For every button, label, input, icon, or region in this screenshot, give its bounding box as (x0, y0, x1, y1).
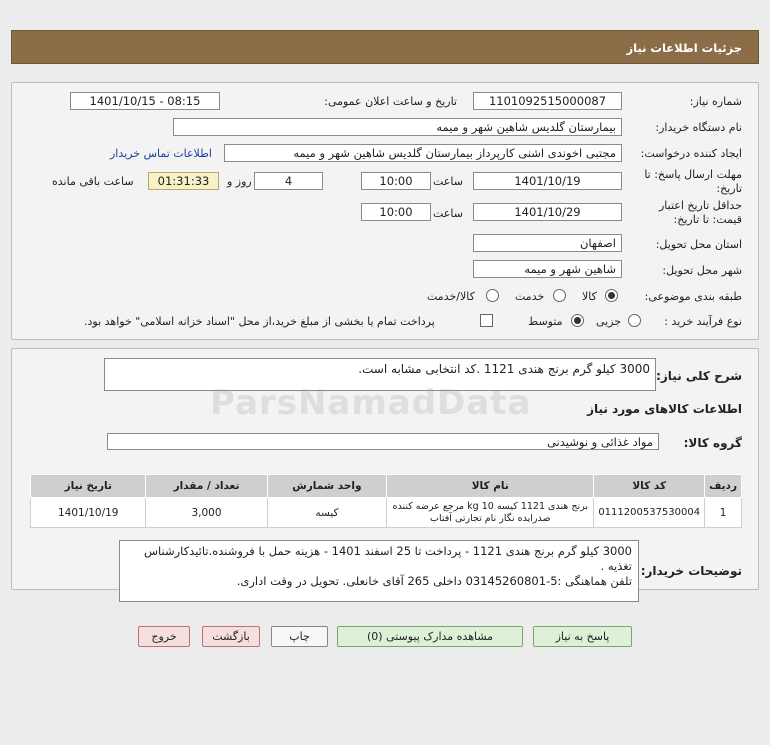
category-service-label: خدمت (515, 290, 545, 303)
remaining-time-label: ساعت باقی مانده (52, 175, 134, 188)
table-row (31, 498, 742, 528)
remaining-time-counter: 01:31:33 (148, 172, 219, 190)
reply-deadline-label: مهلت ارسال پاسخ: تا تاریخ: (644, 168, 742, 195)
cell-code: 0111200537530004 (594, 498, 705, 528)
need-number-field: 1101092515000087 (473, 92, 622, 110)
process-radio-minor[interactable] (628, 314, 641, 327)
category-radio-goods[interactable] (605, 289, 618, 302)
buyer-org-field: بیمارستان گلدیس شاهین شهر و میمه (173, 118, 622, 136)
goods-section-title: اطلاعات کالاهای مورد نیاز (587, 402, 742, 416)
goods-group-label: گروه کالا: (683, 436, 742, 450)
page-header (11, 30, 759, 64)
treasury-payment-checkbox[interactable] (480, 314, 493, 327)
back-button[interactable]: بازگشت (202, 626, 260, 647)
goods-table-header (31, 475, 742, 498)
buyer-contact-link[interactable]: اطلاعات تماس خریدار (110, 147, 212, 160)
delivery-province-field: اصفهان (473, 234, 622, 252)
validity-time-field: 10:00 (361, 203, 431, 221)
reply-button[interactable]: پاسخ به نیاز (533, 626, 632, 647)
col-unit: واحد شمارش (267, 475, 387, 498)
col-date: تاریخ نیاز (31, 475, 146, 498)
reply-date-field: 1401/10/19 (473, 172, 622, 190)
cell-name: برنج هندی 1121 کیسه 10 kg مرجع عرضه کننده صدرایده نگار نام تجارتی آفتاب (387, 498, 594, 528)
process-type-label: نوع فرآیند خرید : (664, 315, 742, 328)
delivery-city-label: شهر محل تحویل: (662, 264, 742, 277)
cell-date: 1401/10/19 (31, 498, 146, 528)
buyer-notes-line-2: تلفن هماهنگی :5-03145260801 داخلی 265 آقای خانعلی. تحویل در وقت اداری. (236, 574, 632, 588)
reply-time-label: ساعت (433, 175, 463, 188)
buyer-notes-line-1: 3000 کیلو گرم برنج هندی 1121 - پرداخت تا 25 اسفند 1401 - هزینه حمل با فروشنده.تائیدکارشناس تغذیه . (143, 544, 632, 573)
treasury-payment-note: پرداخت تمام یا بخشی از مبلغ خرید،از محل "اسناد خزانه اسلامی" خواهد بود. (84, 315, 435, 328)
days-label: روز و (227, 175, 252, 188)
category-radio-goods-service[interactable] (486, 289, 499, 302)
watermark: ParsNamadData (210, 383, 532, 423)
page-title: جزئیات اطلاعات نیاز (626, 41, 742, 55)
need-summary-field: 3000 کیلو گرم برنج هندی 1121 .کد انتخابی مشابه است. (104, 358, 656, 391)
validity-time-label: ساعت (433, 207, 463, 220)
delivery-city-field: شاهین شهر و میمه (473, 260, 622, 278)
process-minor-label: جزیی (596, 315, 622, 328)
validity-date-field: 1401/10/29 (473, 203, 622, 221)
goods-table (30, 474, 742, 528)
need-number-label: شماره نیاز: (689, 95, 742, 108)
col-code: کد کالا (594, 475, 705, 498)
category-goods-label: کالا (582, 290, 597, 303)
col-name: نام کالا (387, 475, 594, 498)
cell-row: 1 (705, 498, 742, 528)
announce-datetime-field: 1401/10/15 - 08:15 (70, 92, 220, 110)
col-row: ردیف (705, 475, 742, 498)
attachments-button[interactable]: مشاهده مدارک پیوستی (0) (337, 626, 523, 647)
print-button[interactable]: چاپ (271, 626, 328, 647)
remaining-days-field: 4 (254, 172, 323, 190)
reply-time-field: 10:00 (361, 172, 431, 190)
buyer-notes-field (119, 540, 639, 602)
announce-datetime-label: تاریخ و ساعت اعلان عمومی: (324, 95, 457, 108)
creator-field: مجتبی اخوندی اشنی کارپرداز بیمارستان گلدیس شاهین شهر و میمه (224, 144, 622, 162)
cell-qty: 3,000 (146, 498, 267, 528)
creator-label: ایجاد کننده درخواست: (640, 147, 742, 160)
cell-unit: کیسه (267, 498, 387, 528)
price-validity-label: حداقل تاریخ اعتبار قیمت: تا تاریخ: (658, 199, 742, 226)
delivery-province-label: استان محل تحویل: (655, 238, 742, 251)
exit-button[interactable]: خروج (138, 626, 190, 647)
category-goods-service-label: کالا/خدمت (427, 290, 475, 303)
need-summary-label: شرح کلی نیاز: (656, 369, 742, 383)
buyer-org-label: نام دستگاه خریدار: (655, 121, 742, 134)
buyer-notes-label: توضیحات خریدار: (640, 564, 742, 578)
category-label: طبقه بندی موضوعی: (644, 290, 742, 303)
category-radio-service[interactable] (553, 289, 566, 302)
goods-group-field: مواد غذائی و نوشیدنی (107, 433, 659, 450)
process-radio-medium[interactable] (571, 314, 584, 327)
col-qty: تعداد / مقدار (146, 475, 267, 498)
process-medium-label: متوسط (528, 315, 563, 328)
